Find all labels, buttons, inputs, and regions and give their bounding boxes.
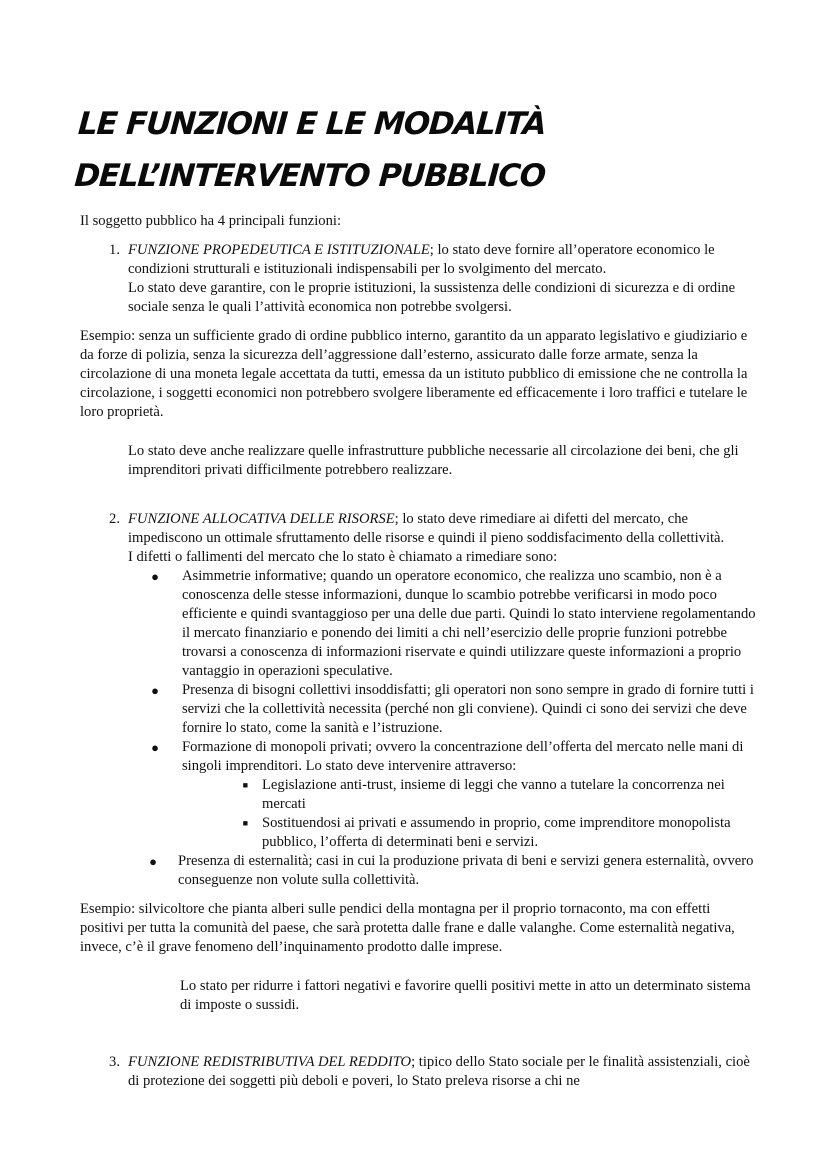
function-3-description: ; tipico dello Stato sociale per le finalità assistenziali, cioè di protezione dei soggetti più deboli e poveri, lo Stato preleva risorse a chi ne [128,1054,750,1089]
list-item-body [128,1053,756,1091]
function-1-name: FUNZIONE PROPEDEUTICA E ISTITUZIONALE [128,242,430,258]
example-paragraph-2: Esempio: silvicoltore che pianta alberi sulle pendici della montagna per il proprio tornaconto, ma con effetti positivi per tutta la comunità del paese, che sarà protetta dalle frane e dalle valanghe. Come esternalità negativa, invece, c’è il grave fenomeno dell’inquinamento prodotto dalle imprese. [80,901,735,955]
list-item-funzione-2 [80,510,756,890]
bullet-icon: ● [151,740,159,755]
sub-bullet-text: Legislazione anti-trust, insieme di leggi che vanno a tutelare la concorrenza nei mercati [262,777,725,812]
list-item-funzione-3 [80,1053,756,1091]
list-number: 2. [109,511,120,527]
sub-bullet-list [128,776,756,852]
bullet-text: Presenza di esternalità; casi in cui la produzione privata di beni e servizi genera esternalità, ovvero conseguenze non volute sulla collettività. [178,853,754,888]
function-3-name: FUNZIONE REDISTRIBUTIVA DEL REDDITO [128,1054,412,1070]
bullet-item [128,852,756,890]
sub-bullet-text: Sostituendosi ai privati e assumendo in proprio, come imprenditore monopolista pubblico, l’offerta di determinati beni e servizi. [262,815,731,850]
function-1-description: ; lo stato deve fornire all’operatore economico le condizioni strutturali e istituzionali indispensabili per lo svolgimento del mercato. [128,242,715,277]
note-paragraph-1: Lo stato deve anche realizzare quelle infrastrutture pubbliche necessarie all circolazione dei beni, che gli imprenditori privati difficilmente potrebbero realizzare. [128,443,739,478]
bullet-item [128,567,756,681]
bullet-text: Presenza di bisogni collettivi insoddisfatti; gli operatori non sono sempre in grado di fornire tutti i servizi che la collettività necessita (perché non gli conviene). Quindi ci sono dei servizi che deve fornire lo stato, come la sanità e l’istruzione. [182,682,754,736]
bullet-text: Asimmetrie informative; quando un operatore economico, che realizza uno scambio, non è a conoscenza delle stesse informazioni, dunque lo scambio potrebbe verificarsi in modo poco efficiente e quindi svantaggioso per una delle due parti. Quindi lo stato interviene regolamentando il mercato finanziario e ponendo dei limiti a chi nell’esercizio delle proprie funzioni potrebbe trovarsi a conoscenza di informazioni riservate e quindi utilizzare queste informazioni a proprio vantaggio in operazioni speculative. [182,568,756,679]
list-number: 3. [109,1054,120,1070]
function-2-description: ; lo stato deve rimediare ai difetti del mercato, che impediscono un ottimale sfruttamento delle risorse e quindi il pieno soddisfacimento della collettività. [128,511,725,546]
sub-bullet-item [182,814,756,852]
function-1-text [128,241,756,279]
function-2-text [128,510,756,548]
square-bullet-icon: ■ [242,818,248,828]
bullet-list [128,567,756,890]
list-item-funzione-1 [80,241,756,317]
list-number: 1. [109,242,120,258]
example-paragraph-1: Esempio: senza un sufficiente grado di ordine pubblico interno, garantito da un apparato legislativo e giudiziario e da forze di polizia, senza la sicurezza dell’aggressione dall’esterno, assicurato dalle forze armate, senza la circolazione di una moneta legale accettata da tutti, emessa da un istituto pubblico di emissione che ne controlla la circolazione, i soggetti economici non potrebbero svolgere liberamente ed efficacemente i loro traffici e tutelare le loro proprietà. [80,328,748,420]
bullet-icon: ● [151,569,159,584]
function-3-text [128,1053,756,1091]
bullet-item [128,738,756,776]
function-1-text-2: Lo stato deve garantire, con le proprie istituzioni, la sussistenza delle condizioni di sicurezza e di ordine sociale senza le quali l’attività economica non potrebbe svolgersi. [128,280,736,315]
document-body [80,212,756,1091]
page-title: LE FUNZIONI E LE MODALITÀ DELL’INTERVENTO PUBBLICO [73,106,547,194]
list-item-body [128,510,756,890]
bullet-icon: ● [149,854,157,869]
bullet-item [128,681,756,738]
sub-bullet-item [182,776,756,814]
function-2-text-2: I difetti o fallimenti del mercato che lo stato è chiamato a rimediare sono: [128,549,558,565]
bullet-text: Formazione di monopoli privati; ovvero la concentrazione dell’offerta del mercato nelle mani di singoli imprenditori. Lo stato deve intervenire attraverso: [182,739,744,774]
function-2-name: FUNZIONE ALLOCATIVA DELLE RISORSE [128,511,395,527]
intro-paragraph: Il soggetto pubblico ha 4 principali funzioni: [80,213,342,229]
list-item-body [128,241,756,317]
note-paragraph-2: Lo stato per ridurre i fattori negativi e favorire quelli positivi mette in atto un determinato sistema di imposte o sussidi. [180,978,751,1013]
bullet-icon: ● [151,683,159,698]
square-bullet-icon: ■ [242,780,248,790]
